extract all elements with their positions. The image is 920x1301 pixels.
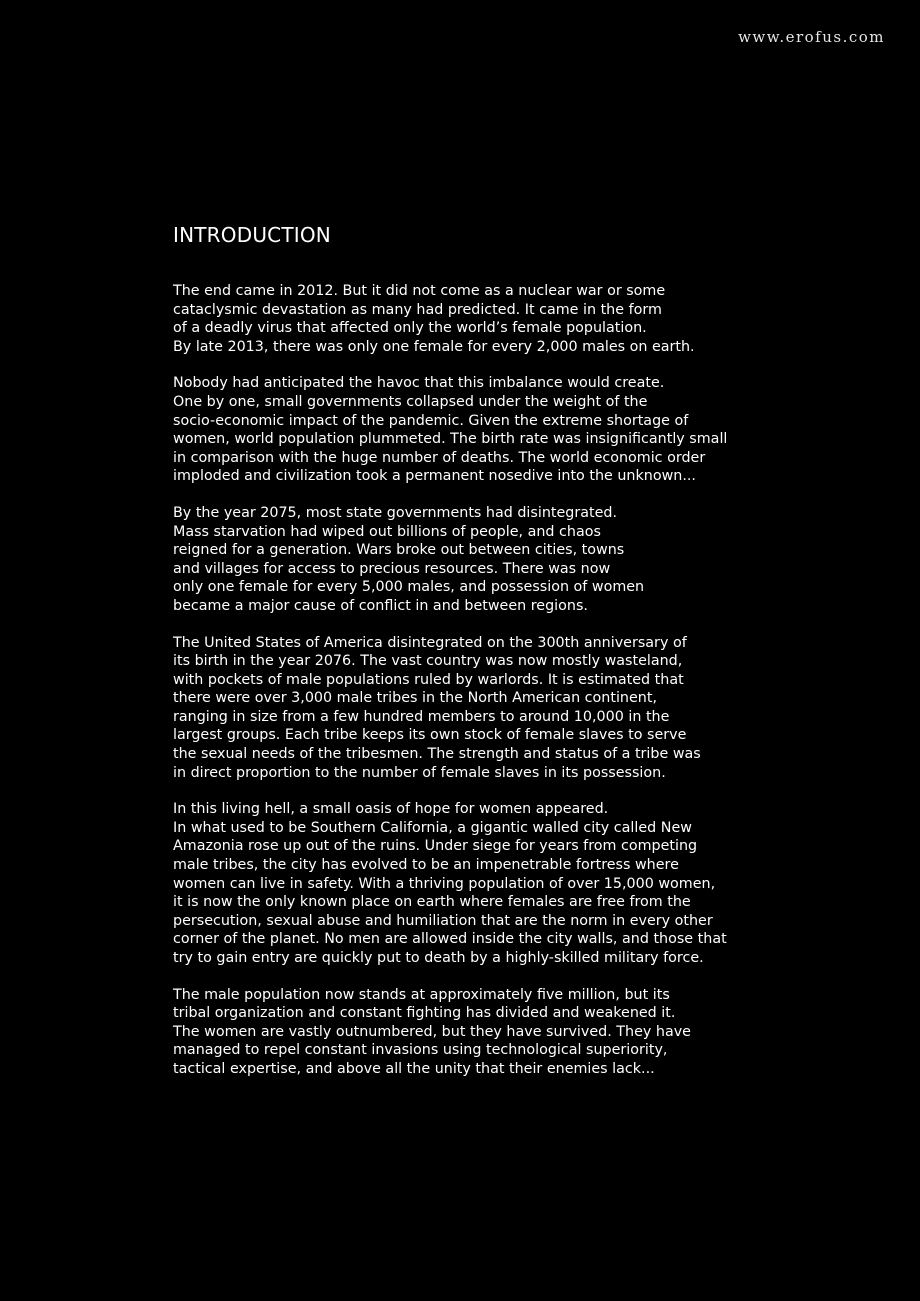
- text-line: corner of the planet. No men are allowed inside the city walls, and those that: [173, 931, 727, 948]
- introduction-page: [173, 220, 813, 1097]
- text-line: persecution, sexual abuse and humiliation that are the norm in every other: [173, 912, 713, 929]
- text-line: women can live in safety. With a thriving population of over 15,000 women,: [173, 875, 716, 892]
- text-line: ranging in size from a few hundred members to around 10,000 in the: [173, 708, 670, 725]
- text-line: In what used to be Southern California, a gigantic walled city called New: [173, 819, 692, 836]
- text-line: Mass starvation had wiped out billions of people, and chaos: [173, 523, 601, 540]
- text-line: and villages for access to precious resources. There was now: [173, 560, 611, 577]
- text-line: imploded and civilization took a permanent nosedive into the unknown...: [173, 468, 696, 485]
- text-line: The end came in 2012. But it did not come as a nuclear war or some: [173, 283, 666, 299]
- text-line: socio-economic impact of the pandemic. Given the extreme shortage of: [173, 412, 689, 429]
- paragraph-4: [173, 634, 813, 783]
- page-title: INTRODUCTION: [173, 223, 331, 247]
- paragraph-2: [173, 374, 813, 486]
- text-line: By the year 2075, most state governments had disintegrated.: [173, 504, 618, 521]
- text-line: male tribes, the city has evolved to be an impenetrable fortress where: [173, 857, 679, 874]
- text-line: only one female for every 5,000 males, and possession of women: [173, 579, 645, 596]
- text-line: The United States of America disintegrated on the 300th anniversary of: [173, 634, 687, 651]
- text-line: in comparison with the huge number of deaths. The world economic order: [173, 449, 706, 466]
- paragraph-1: [173, 282, 813, 356]
- text-line: One by one, small governments collapsed under the weight of the: [173, 393, 648, 410]
- text-line: became a major cause of conflict in and between regions.: [173, 597, 588, 614]
- text-line: The male population now stands at approximately five million, but its: [173, 986, 670, 1003]
- text-line: tribal organization and constant fighting has divided and weakened it.: [173, 1005, 676, 1022]
- text-line: managed to repel constant invasions using technological superiority,: [173, 1042, 668, 1059]
- text-line: in direct proportion to the number of female slaves in its possession.: [173, 764, 666, 781]
- text-line: the sexual needs of the tribesmen. The strength and status of a tribe was: [173, 746, 701, 763]
- text-line: By late 2013, there was only one female for every 2,000 males on earth.: [173, 338, 695, 355]
- text-line: reigned for a generation. Wars broke out between cities, towns: [173, 542, 625, 559]
- text-line: Amazonia rose up out of the ruins. Under siege for years from competing: [173, 838, 698, 855]
- text-line: Nobody had anticipated the havoc that this imbalance would create.: [173, 375, 665, 392]
- text-line: its birth in the year 2076. The vast country was now mostly wasteland,: [173, 653, 683, 670]
- text-line: there were over 3,000 male tribes in the North American continent,: [173, 690, 657, 707]
- paragraph-3: [173, 504, 813, 616]
- paragraph-6: [173, 986, 813, 1079]
- text-line: In this living hell, a small oasis of hope for women appeared.: [173, 801, 609, 818]
- text-line: tactical expertise, and above all the unity that their enemies lack...: [173, 1060, 655, 1077]
- intro-text-body: [173, 282, 813, 1079]
- site-watermark: www.erofus.com: [738, 28, 885, 46]
- text-line: try to gain entry are quickly put to death by a highly-skilled military force.: [173, 950, 704, 966]
- text-line: of a deadly virus that affected only the world’s female population.: [173, 320, 647, 337]
- text-line: cataclysmic devastation as many had predicted. It came in the form: [173, 301, 662, 318]
- text-line: largest groups. Each tribe keeps its own stock of female slaves to serve: [173, 727, 687, 744]
- text-line: with pockets of male populations ruled by warlords. It is estimated that: [173, 671, 684, 688]
- text-line: it is now the only known place on earth where females are free from the: [173, 894, 691, 911]
- paragraph-5: [173, 800, 813, 967]
- text-line: women, world population plummeted. The birth rate was insignificantly small: [173, 431, 728, 448]
- text-line: The women are vastly outnumbered, but they have survived. They have: [173, 1023, 691, 1040]
